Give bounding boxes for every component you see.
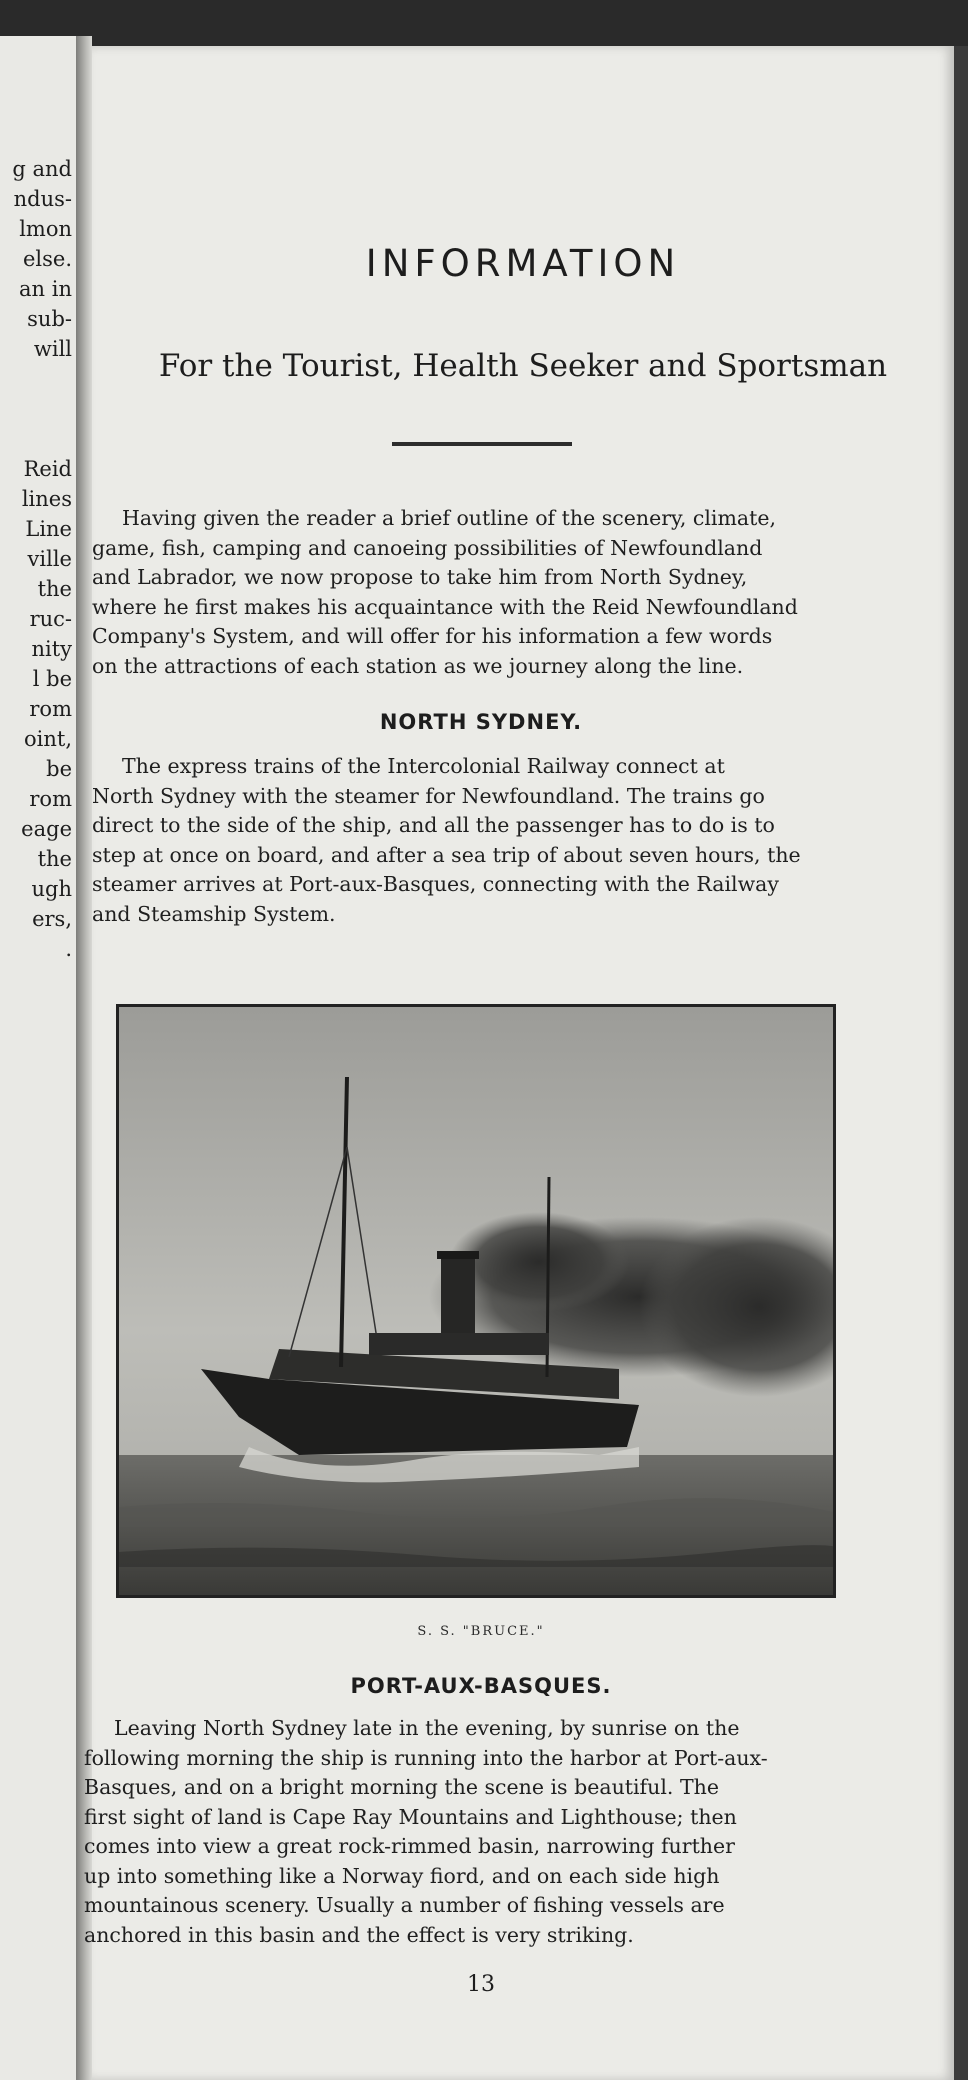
facing-page-line: ers, [32, 907, 72, 931]
photo-caption: S. S. "BRUCE." [417, 1624, 545, 1639]
section-heading-north-sydney: NORTH SYDNEY. [379, 710, 583, 734]
book-page [84, 46, 954, 2080]
facing-page-line: lines [21, 487, 72, 511]
facing-page-line: g and [12, 157, 72, 181]
page-subtitle: For the Tourist, Health Seeker and Sportsman [158, 348, 888, 384]
facing-page-line: will [33, 337, 72, 361]
page-title: INFORMATION [365, 242, 681, 285]
facing-page-line: ruc- [29, 607, 72, 631]
facing-page-line: ugh [31, 877, 72, 901]
intro-paragraph: Having given the reader a brief outline of the scenery, climate, game, fish, camping and canoeing possibilities of Newfoundland and Labrador, we now propose to take him from North Sydney, where he first makes his acquaintance with the Reid Newfoundland Company's System, and will offer for his information a few words on the attractions of each station as we journey along the line. [92, 506, 798, 678]
steamship-photo [116, 1004, 836, 1598]
facing-page-line: Reid [23, 457, 72, 481]
facing-page-line: the [37, 847, 72, 871]
facing-page-line: be [46, 757, 72, 781]
facing-page-line: . [65, 937, 72, 961]
section-body-port-aux-basques: Leaving North Sydney late in the evening, by sunrise on the following morning the ship is running into the harbor at Port-aux- Basques, and on a bright morning the scene is beautiful. The first sight of land is Cape Ray Mountains and Lighthouse; then comes into view a great rock-rimmed basin, narrowing further up into something like a Norway fiord, and on each side high mountainous scenery. Usually a number of fishing vessels are anchored in this basin and the effect is very striking. [84, 1716, 768, 1947]
title-divider [392, 442, 572, 446]
facing-page-line: oint, [24, 727, 72, 751]
facing-page-line: eage [21, 817, 72, 841]
facing-page-line: the [37, 577, 72, 601]
facing-page-line: sub- [27, 307, 72, 331]
facing-page-line: lmon [19, 217, 72, 241]
page-number: 13 [467, 1972, 495, 1997]
facing-page-line: ville [27, 547, 72, 571]
section-body-north-sydney: The express trains of the Intercolonial Railway connect at North Sydney with the steamer for Newfoundland. The trains go direct to the side of the ship, and all the passenger has to do is to step at once on board, and after a sea trip of about seven hours, the steamer arrives at Port-aux-Basques, connecting with the Railway and Steamship System. [92, 754, 801, 926]
facing-page-line: an in [19, 277, 72, 301]
facing-page-line: rom [29, 787, 72, 811]
facing-page-fragment [0, 36, 79, 2080]
facing-page-line: l be [32, 667, 72, 691]
facing-page-line: Line [25, 517, 72, 541]
facing-page-line: nity [31, 637, 72, 661]
facing-page-line: ndus- [13, 187, 72, 211]
facing-page-line: rom [29, 697, 72, 721]
section-heading-port-aux-basques: PORT-AUX-BASQUES. [350, 1674, 612, 1698]
facing-page-line: else. [22, 247, 72, 271]
page-edge-shadow [954, 46, 968, 2080]
